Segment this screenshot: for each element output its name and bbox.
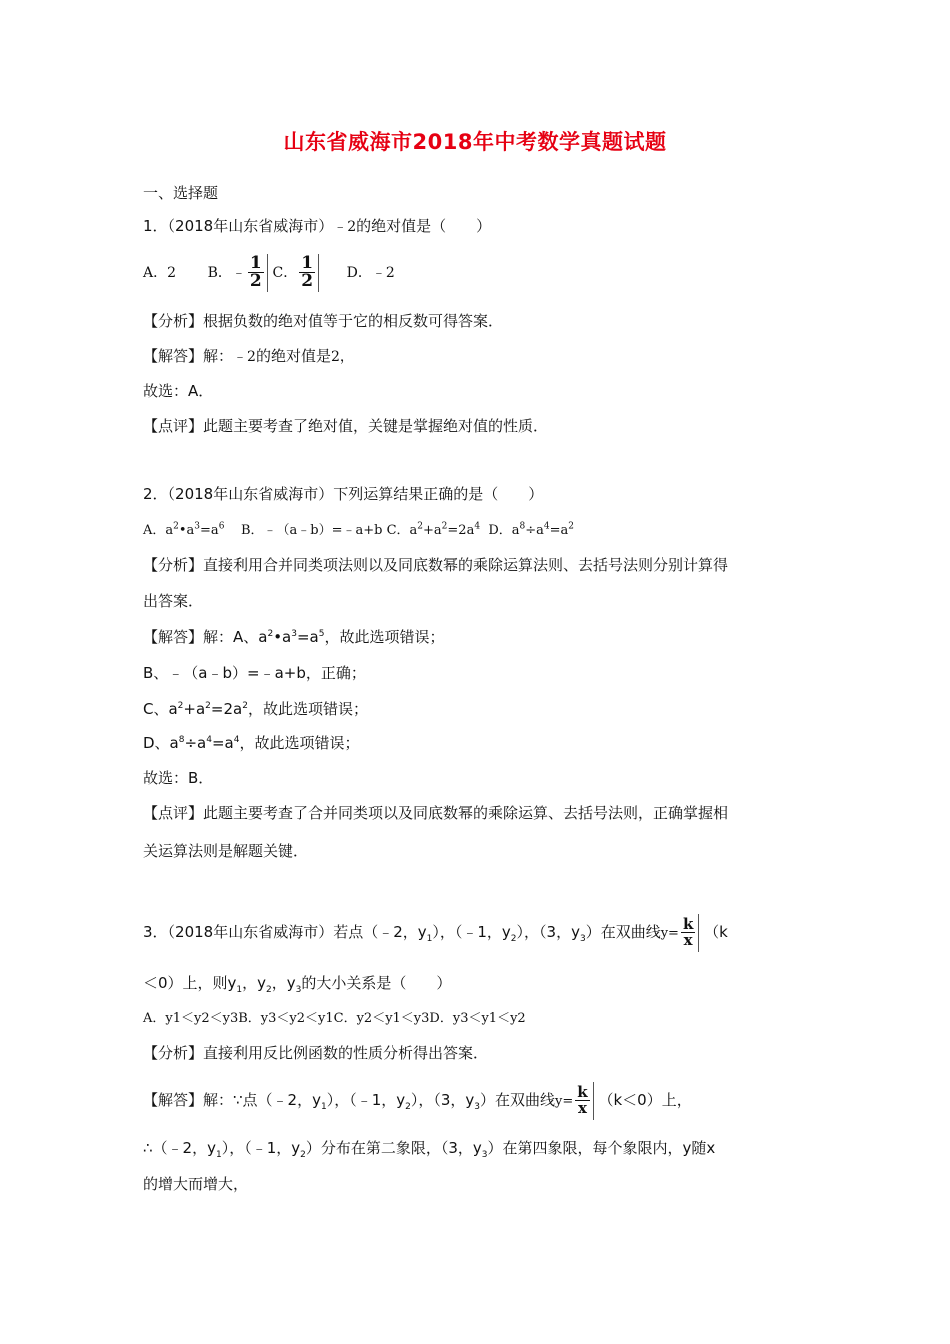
q2-solution-b: B、﹣（a﹣b）=﹣a+b，正确； bbox=[143, 664, 366, 682]
q1-stem: 1．（2018年山东省威海市）﹣2的绝对值是（ ） bbox=[143, 217, 492, 235]
q2-options: A．$a^2•a^3=a^6$ B．﹣（a﹣b）=﹣a+b C．$a^2+a^2=2a^4$ D．$a^8\div a^4=a^2$ bbox=[143, 521, 575, 538]
q3-solution-fraction: $\frac{k}{x}$ bbox=[577, 1083, 588, 1117]
q2-solution-d: D、$a^8\div a^4=a^4$，故此选项错误； bbox=[143, 734, 360, 752]
q2-solution-a: 【解答】解：A、$a^2•a^3=a^5$，故此选项错误； bbox=[143, 628, 445, 646]
q1-option-a: A．2 bbox=[143, 265, 177, 281]
q3-stem-line1: 3．（2018年山东省威海市）若点（﹣2，$y_1$），（﹣1，$y_2$），（3，$y_3$）在双曲线y= $\frac{k}{x}$ （k bbox=[143, 912, 813, 954]
q3-last-line: 的增大而增大， bbox=[143, 1175, 249, 1193]
q1-option-c-label: C． bbox=[272, 265, 298, 281]
q1-option-b-fraction: $\frac{1}{2}$ bbox=[249, 253, 262, 291]
q3-solution: 【解答】解：∵点（﹣2，$y_1$），（﹣1，$y_2$），（3，$y_3$）在双曲线y= $\frac{k}{x}$ （k＜0）上， bbox=[143, 1080, 813, 1122]
q1-option-b-label: B．﹣ bbox=[207, 265, 246, 281]
q3-therefore: ∴（﹣2，$y_1$），（﹣1，$y_2$）分布在第二象限，（3，$y_3$）在第四象限，每个象限内，y随x bbox=[143, 1139, 716, 1160]
q2-analysis-line1: 【分析】直接利用合并同类项法则以及同底数幂的乘除运算法则、去括号法则分别计算得 bbox=[143, 556, 729, 574]
q2-solution-c: C、$a^2+a^2=2a^2$，故此选项错误； bbox=[143, 700, 368, 718]
q1-analysis: 【分析】根据负数的绝对值等于它的相反数可得答案． bbox=[143, 312, 504, 330]
section-heading: 一、选择题 bbox=[143, 184, 219, 202]
q3-analysis: 【分析】直接利用反比例函数的性质分析得出答案． bbox=[143, 1044, 489, 1062]
q1-option-d: D．﹣2 bbox=[346, 265, 395, 281]
q1-comment: 【点评】此题主要考查了绝对值，关键是掌握绝对值的性质． bbox=[143, 417, 549, 435]
q2-analysis-line2: 出答案． bbox=[143, 592, 204, 610]
page-title: 山东省威海市2018年中考数学真题试题 bbox=[283, 130, 667, 154]
q2-comment-line2: 关运算法则是解题关键． bbox=[143, 842, 309, 860]
q1-choice: 故选：A． bbox=[143, 382, 214, 400]
q2-choice: 故选：B． bbox=[143, 769, 214, 787]
q3-stem-line2: ＜0）上，则$y_1$，$y_2$，$y_3$的大小关系是（ ） bbox=[143, 974, 452, 995]
q2-comment-line1: 【点评】此题主要考查了合并同类项以及同底数幂的乘除运算、去括号法则，正确掌握相 bbox=[143, 804, 729, 822]
q3-fraction-k-over-x: $\frac{k}{x}$ bbox=[682, 915, 694, 949]
q2-stem: 2．（2018年山东省威海市）下列运算结果正确的是（ ） bbox=[143, 485, 544, 503]
q1-options bbox=[143, 252, 813, 293]
q1-option-c-fraction: $\frac{1}{2}$ bbox=[301, 253, 314, 291]
q3-options: A．y1＜y2＜y3B．y3＜y2＜y1C．y2＜y1＜y3D．y3＜y1＜y2 bbox=[143, 1011, 526, 1026]
q1-solution: 【解答】解：﹣2的绝对值是2， bbox=[143, 347, 354, 365]
